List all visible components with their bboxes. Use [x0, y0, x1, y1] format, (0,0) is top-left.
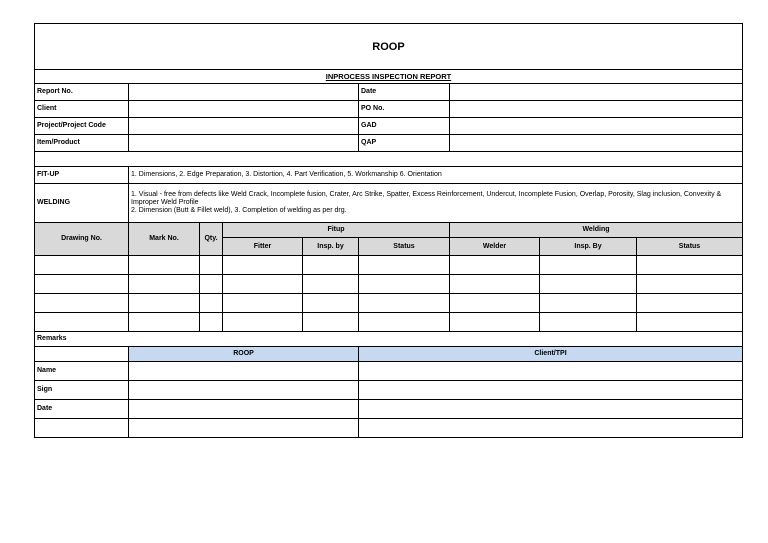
- roop-date-field[interactable]: [129, 400, 359, 419]
- fitup-group-header: Fitup: [223, 223, 450, 238]
- welding-criteria-line2: 2. Dimension (Butt & Fillet weld), 3. Completion of welding as per drg.: [131, 207, 347, 214]
- table-cell[interactable]: [637, 313, 743, 332]
- sign-label: Sign: [35, 381, 129, 400]
- client-name-field[interactable]: [359, 362, 743, 381]
- fitup-label: FIT-UP: [35, 167, 129, 184]
- fitter-header: Fitter: [223, 238, 303, 256]
- table-cell[interactable]: [303, 256, 359, 275]
- table-cell[interactable]: [540, 275, 637, 294]
- spacer-row: [35, 152, 743, 167]
- table-cell[interactable]: [359, 313, 450, 332]
- client-blank-field[interactable]: [359, 419, 743, 438]
- table-cell[interactable]: [200, 313, 223, 332]
- table-cell[interactable]: [359, 275, 450, 294]
- date-field[interactable]: [450, 84, 743, 101]
- table-cell[interactable]: [223, 313, 303, 332]
- fitup-insp-by-header: Insp. by: [303, 238, 359, 256]
- qap-field[interactable]: [450, 135, 743, 152]
- table-cell[interactable]: [223, 256, 303, 275]
- remarks-label: Remarks: [35, 332, 743, 347]
- table-cell[interactable]: [637, 294, 743, 313]
- table-cell[interactable]: [303, 294, 359, 313]
- signoff-blank-label: [35, 419, 129, 438]
- table-row: [35, 313, 743, 332]
- table-cell[interactable]: [359, 256, 450, 275]
- table-cell[interactable]: [35, 313, 129, 332]
- table-row: [35, 275, 743, 294]
- signoff-corner: [35, 347, 129, 362]
- table-cell[interactable]: [540, 313, 637, 332]
- table-cell[interactable]: [129, 275, 200, 294]
- table-cell[interactable]: [303, 313, 359, 332]
- report-no-label: Report No.: [35, 84, 129, 101]
- client-date-field[interactable]: [359, 400, 743, 419]
- roop-blank-field[interactable]: [129, 419, 359, 438]
- date-label: Date: [359, 84, 450, 101]
- table-cell[interactable]: [359, 294, 450, 313]
- client-tpi-signoff-header: Client/TPI: [359, 347, 743, 362]
- po-no-label: PO No.: [359, 101, 450, 118]
- fitup-status-header: Status: [359, 238, 450, 256]
- gad-label: GAD: [359, 118, 450, 135]
- roop-sign-field[interactable]: [129, 381, 359, 400]
- welder-header: Welder: [450, 238, 540, 256]
- qap-label: QAP: [359, 135, 450, 152]
- table-cell[interactable]: [35, 294, 129, 313]
- table-cell[interactable]: [129, 256, 200, 275]
- table-cell[interactable]: [200, 275, 223, 294]
- client-sign-field[interactable]: [359, 381, 743, 400]
- item-field[interactable]: [129, 135, 359, 152]
- table-cell[interactable]: [200, 294, 223, 313]
- welding-label: WELDING: [35, 184, 129, 223]
- table-cell[interactable]: [223, 275, 303, 294]
- po-no-field[interactable]: [450, 101, 743, 118]
- table-row: [35, 256, 743, 275]
- report-title: INPROCESS INSPECTION REPORT: [35, 70, 743, 84]
- client-field[interactable]: [129, 101, 359, 118]
- welding-criteria: [129, 184, 743, 223]
- project-field[interactable]: [129, 118, 359, 135]
- gad-field[interactable]: [450, 118, 743, 135]
- table-cell[interactable]: [540, 256, 637, 275]
- name-label: Name: [35, 362, 129, 381]
- fitup-criteria: 1. Dimensions, 2. Edge Preparation, 3. Distortion, 4. Part Verification, 5. Workmanship 6. Orientation: [129, 167, 743, 184]
- roop-name-field[interactable]: [129, 362, 359, 381]
- mark-no-header: Mark No.: [129, 223, 200, 256]
- roop-signoff-header: ROOP: [129, 347, 359, 362]
- welding-status-header: Status: [637, 238, 743, 256]
- table-cell[interactable]: [223, 294, 303, 313]
- item-label: Item/Product: [35, 135, 129, 152]
- inspection-report-form: [34, 23, 743, 438]
- client-label: Client: [35, 101, 129, 118]
- drawing-no-header: Drawing No.: [35, 223, 129, 256]
- table-cell[interactable]: [35, 256, 129, 275]
- welding-criteria-line1: 1. Visual - free from defects like Weld Crack, Incomplete fusion, Crater, Arc Strike, Spatter, Excess Reinforcement, Undercut, Incomplete Fusion, Overlap, Porosity, Slag inclusion, Convexity & Improper Weld Profile: [131, 191, 722, 206]
- table-cell[interactable]: [200, 256, 223, 275]
- welding-insp-by-header: Insp. By: [540, 238, 637, 256]
- table-cell[interactable]: [637, 275, 743, 294]
- table-cell[interactable]: [303, 275, 359, 294]
- table-cell[interactable]: [450, 256, 540, 275]
- table-cell[interactable]: [637, 256, 743, 275]
- table-cell[interactable]: [540, 294, 637, 313]
- table-cell[interactable]: [450, 275, 540, 294]
- table-row: [35, 294, 743, 313]
- signoff-date-label: Date: [35, 400, 129, 419]
- table-cell[interactable]: [450, 313, 540, 332]
- table-cell[interactable]: [129, 294, 200, 313]
- welding-group-header: Welding: [450, 223, 743, 238]
- company-title: ROOP: [35, 24, 743, 70]
- report-no-field[interactable]: [129, 84, 359, 101]
- table-cell[interactable]: [450, 294, 540, 313]
- project-label: Project/Project Code: [35, 118, 129, 135]
- table-cell[interactable]: [129, 313, 200, 332]
- qty-header: Qty.: [200, 223, 223, 256]
- table-cell[interactable]: [35, 275, 129, 294]
